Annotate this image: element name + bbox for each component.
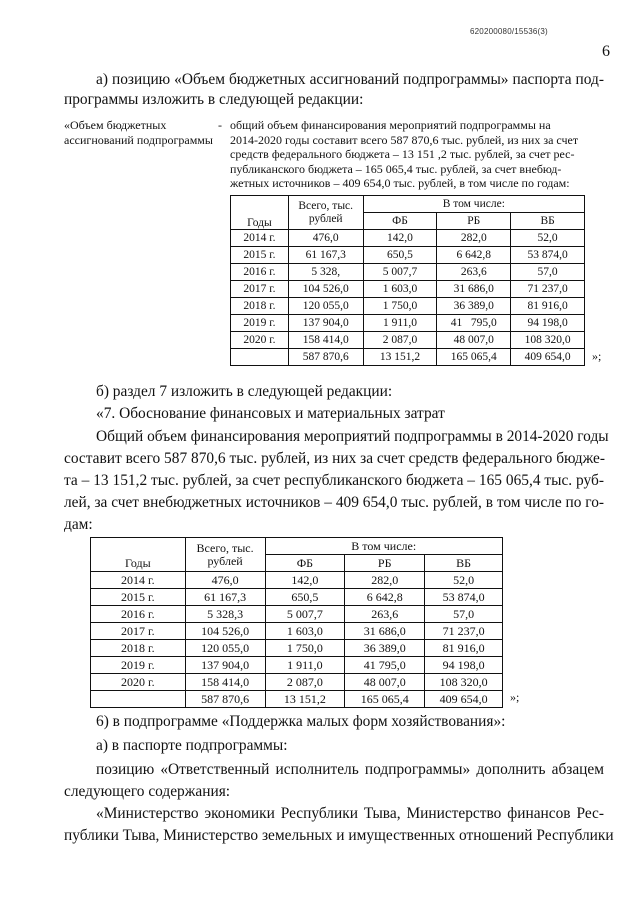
year-cell: 2016 г. bbox=[91, 606, 186, 623]
total-cell: 120 055,0 bbox=[288, 298, 363, 315]
year-cell: 2017 г. bbox=[231, 281, 289, 298]
financing-table-section bbox=[90, 537, 503, 708]
fb-cell: 1 603,0 bbox=[265, 623, 345, 640]
document-id: 620200080/15536(3) bbox=[470, 27, 548, 36]
fb-cell: 650,5 bbox=[363, 247, 437, 264]
year-cell: 2015 г. bbox=[91, 589, 186, 606]
vb-cell: 53 874,0 bbox=[511, 247, 585, 264]
fb-cell: 5 007,7 bbox=[363, 264, 437, 281]
section-6-line-4: следующего содержания: bbox=[64, 783, 231, 800]
year-cell: 2020 г. bbox=[91, 674, 186, 691]
section-b-para-1: Общий объем финансирования мероприятий подпрограммы в 2014-2020 годы bbox=[96, 428, 609, 445]
vb-cell: 81 916,0 bbox=[425, 640, 503, 657]
passport-line-2: 2014-2020 годы составит всего 587 870,6 тыс. рублей, из них за счет bbox=[230, 132, 579, 147]
vb-cell: 108 320,0 bbox=[425, 674, 503, 691]
year-cell: 2014 г. bbox=[231, 230, 289, 247]
table-row bbox=[91, 674, 503, 691]
section-6-title: 6) в подпрограмме «Поддержка малых форм хозяйствования»: bbox=[96, 713, 506, 730]
total-cell: 104 526,0 bbox=[288, 281, 363, 298]
table-row bbox=[91, 606, 503, 623]
total-cell: 61 167,3 bbox=[288, 247, 363, 264]
table-row bbox=[91, 657, 503, 674]
vb-cell: 409 654,0 bbox=[511, 349, 585, 366]
rb-cell: 36 389,0 bbox=[345, 640, 425, 657]
rb-cell: 282,0 bbox=[345, 572, 425, 589]
totals-row bbox=[231, 349, 585, 366]
vb-cell: 57,0 bbox=[511, 264, 585, 281]
year-cell: 2019 г. bbox=[91, 657, 186, 674]
header-total: Всего, тыс. рублей bbox=[185, 538, 265, 572]
rb-cell: 48 007,0 bbox=[437, 332, 511, 349]
section-6-line-5: «Министерство экономики Республики Тыва, Министерство финансов Рес- bbox=[96, 805, 604, 822]
section-b-subtitle: «7. Обоснование финансовых и материальных затрат bbox=[96, 405, 445, 422]
fb-cell: 5 007,7 bbox=[265, 606, 345, 623]
year-cell: 2018 г. bbox=[91, 640, 186, 657]
header-rb: РБ bbox=[345, 555, 425, 572]
financing-table-passport bbox=[230, 195, 585, 366]
rb-cell: 31 686,0 bbox=[437, 281, 511, 298]
fb-cell: 2 087,0 bbox=[363, 332, 437, 349]
total-cell: 137 904,0 bbox=[288, 315, 363, 332]
vb-cell: 94 198,0 bbox=[511, 315, 585, 332]
vb-cell: 409 654,0 bbox=[425, 691, 503, 708]
header-fb: ФБ bbox=[265, 555, 345, 572]
year-cell bbox=[91, 691, 186, 708]
vb-cell: 108 320,0 bbox=[511, 332, 585, 349]
vb-cell: 71 237,0 bbox=[511, 281, 585, 298]
total-cell: 5 328, bbox=[288, 264, 363, 281]
header-incl: В том числе: bbox=[363, 196, 584, 213]
header-vb: ВБ bbox=[425, 555, 503, 572]
rb-cell: 263,6 bbox=[437, 264, 511, 281]
year-cell: 2020 г. bbox=[231, 332, 289, 349]
year-cell bbox=[231, 349, 289, 366]
passport-line-4: публиканского бюджета – 165 065,4 тыс. рублей, за счет внебюд- bbox=[230, 161, 562, 176]
header-fb: ФБ bbox=[363, 213, 437, 230]
rb-cell: 36 389,0 bbox=[437, 298, 511, 315]
vb-cell: 81 916,0 bbox=[511, 298, 585, 315]
section-b-title: б) раздел 7 изложить в следующей редакции: bbox=[96, 383, 393, 400]
fb-cell: 1 603,0 bbox=[363, 281, 437, 298]
table-row bbox=[231, 298, 585, 315]
section-b-para-4: лей, за счет внебюджетных источников – 409 654,0 тыс. рублей, в том числе по го- bbox=[64, 494, 605, 511]
year-cell: 2014 г. bbox=[91, 572, 186, 589]
table-row bbox=[91, 640, 503, 657]
section-6-subtitle: а) в паспорте подпрограммы: bbox=[96, 737, 288, 754]
passport-label: «Объем бюджетных ассигнований подпрограммы bbox=[64, 118, 213, 147]
table1-closing-quote: »; bbox=[592, 349, 602, 363]
header-rb: РБ bbox=[437, 213, 511, 230]
vb-cell: 57,0 bbox=[425, 606, 503, 623]
total-cell: 104 526,0 bbox=[185, 623, 265, 640]
table-row bbox=[91, 572, 503, 589]
total-cell: 476,0 bbox=[288, 230, 363, 247]
table-row bbox=[231, 332, 585, 349]
rb-cell: 165 065,4 bbox=[437, 349, 511, 366]
section-b-para-5: дам: bbox=[64, 516, 93, 533]
section-a-line-1: а) позицию «Объем бюджетных ассигнований подпрограммы» паспорта под- bbox=[96, 71, 604, 88]
year-cell: 2017 г. bbox=[91, 623, 186, 640]
section-6-line-6: публики Тыва, Министерство земельных и имущественных отношений Республики bbox=[64, 827, 614, 844]
rb-cell: 41 795,0 bbox=[437, 315, 511, 332]
passport-line-5: жетных источников – 409 654,0 тыс. рублей, в том числе по годам: bbox=[230, 176, 570, 191]
totals-row bbox=[91, 691, 503, 708]
rb-cell: 165 065,4 bbox=[345, 691, 425, 708]
fb-cell: 1 911,0 bbox=[363, 315, 437, 332]
table-row bbox=[91, 589, 503, 606]
fb-cell: 13 151,2 bbox=[265, 691, 345, 708]
table-row bbox=[91, 623, 503, 640]
year-cell: 2016 г. bbox=[231, 264, 289, 281]
table-row bbox=[231, 230, 585, 247]
table-row bbox=[231, 264, 585, 281]
year-cell: 2015 г. bbox=[231, 247, 289, 264]
vb-cell: 53 874,0 bbox=[425, 589, 503, 606]
rb-cell: 6 642,8 bbox=[345, 589, 425, 606]
table-row bbox=[231, 281, 585, 298]
rb-cell: 31 686,0 bbox=[345, 623, 425, 640]
total-cell: 5 328,3 bbox=[185, 606, 265, 623]
table-row bbox=[231, 247, 585, 264]
total-cell: 476,0 bbox=[185, 572, 265, 589]
fb-cell: 650,5 bbox=[265, 589, 345, 606]
passport-line-3: средств федерального бюджета – 13 151 ,2 тыс. рублей, за счет рес- bbox=[230, 147, 575, 162]
total-cell: 587 870,6 bbox=[185, 691, 265, 708]
table-row bbox=[231, 315, 585, 332]
section-b-para-3: та – 13 151,2 тыс. рублей, за счет республиканского бюджета – 165 065,4 тыс. руб- bbox=[64, 472, 604, 489]
fb-cell: 142,0 bbox=[363, 230, 437, 247]
year-cell: 2018 г. bbox=[231, 298, 289, 315]
vb-cell: 52,0 bbox=[425, 572, 503, 589]
total-cell: 61 167,3 bbox=[185, 589, 265, 606]
vb-cell: 52,0 bbox=[511, 230, 585, 247]
header-vb: ВБ bbox=[511, 213, 585, 230]
header-years: Годы bbox=[91, 538, 186, 572]
header-years: Годы bbox=[231, 196, 289, 230]
section-a-line-2: программы изложить в следующей редакции: bbox=[64, 91, 364, 108]
rb-cell: 6 642,8 bbox=[437, 247, 511, 264]
header-incl: В том числе: bbox=[265, 538, 503, 555]
total-cell: 158 414,0 bbox=[288, 332, 363, 349]
vb-cell: 71 237,0 bbox=[425, 623, 503, 640]
fb-cell: 1 750,0 bbox=[363, 298, 437, 315]
passport-line-1: общий объем финансирования мероприятий подпрограммы на bbox=[230, 118, 551, 132]
fb-cell: 2 087,0 bbox=[265, 674, 345, 691]
rb-cell: 48 007,0 bbox=[345, 674, 425, 691]
fb-cell: 142,0 bbox=[265, 572, 345, 589]
fb-cell: 1 911,0 bbox=[265, 657, 345, 674]
total-cell: 137 904,0 bbox=[185, 657, 265, 674]
year-cell: 2019 г. bbox=[231, 315, 289, 332]
rb-cell: 41 795,0 bbox=[345, 657, 425, 674]
rb-cell: 282,0 bbox=[437, 230, 511, 247]
total-cell: 158 414,0 bbox=[185, 674, 265, 691]
fb-cell: 1 750,0 bbox=[265, 640, 345, 657]
total-cell: 587 870,6 bbox=[288, 349, 363, 366]
rb-cell: 263,6 bbox=[345, 606, 425, 623]
fb-cell: 13 151,2 bbox=[363, 349, 437, 366]
passport-dash: - bbox=[218, 118, 222, 132]
total-cell: 120 055,0 bbox=[185, 640, 265, 657]
table2-closing-quote: »; bbox=[510, 690, 520, 704]
vb-cell: 94 198,0 bbox=[425, 657, 503, 674]
page-number: 6 bbox=[602, 43, 610, 60]
section-b-para-2: составит всего 587 870,6 тыс. рублей, из них за счет средств федерального бюдже- bbox=[64, 450, 605, 467]
section-6-line-3: позицию «Ответственный исполнитель подпрограммы» дополнить абзацем bbox=[96, 761, 604, 778]
header-total: Всего, тыс. рублей bbox=[288, 196, 363, 230]
